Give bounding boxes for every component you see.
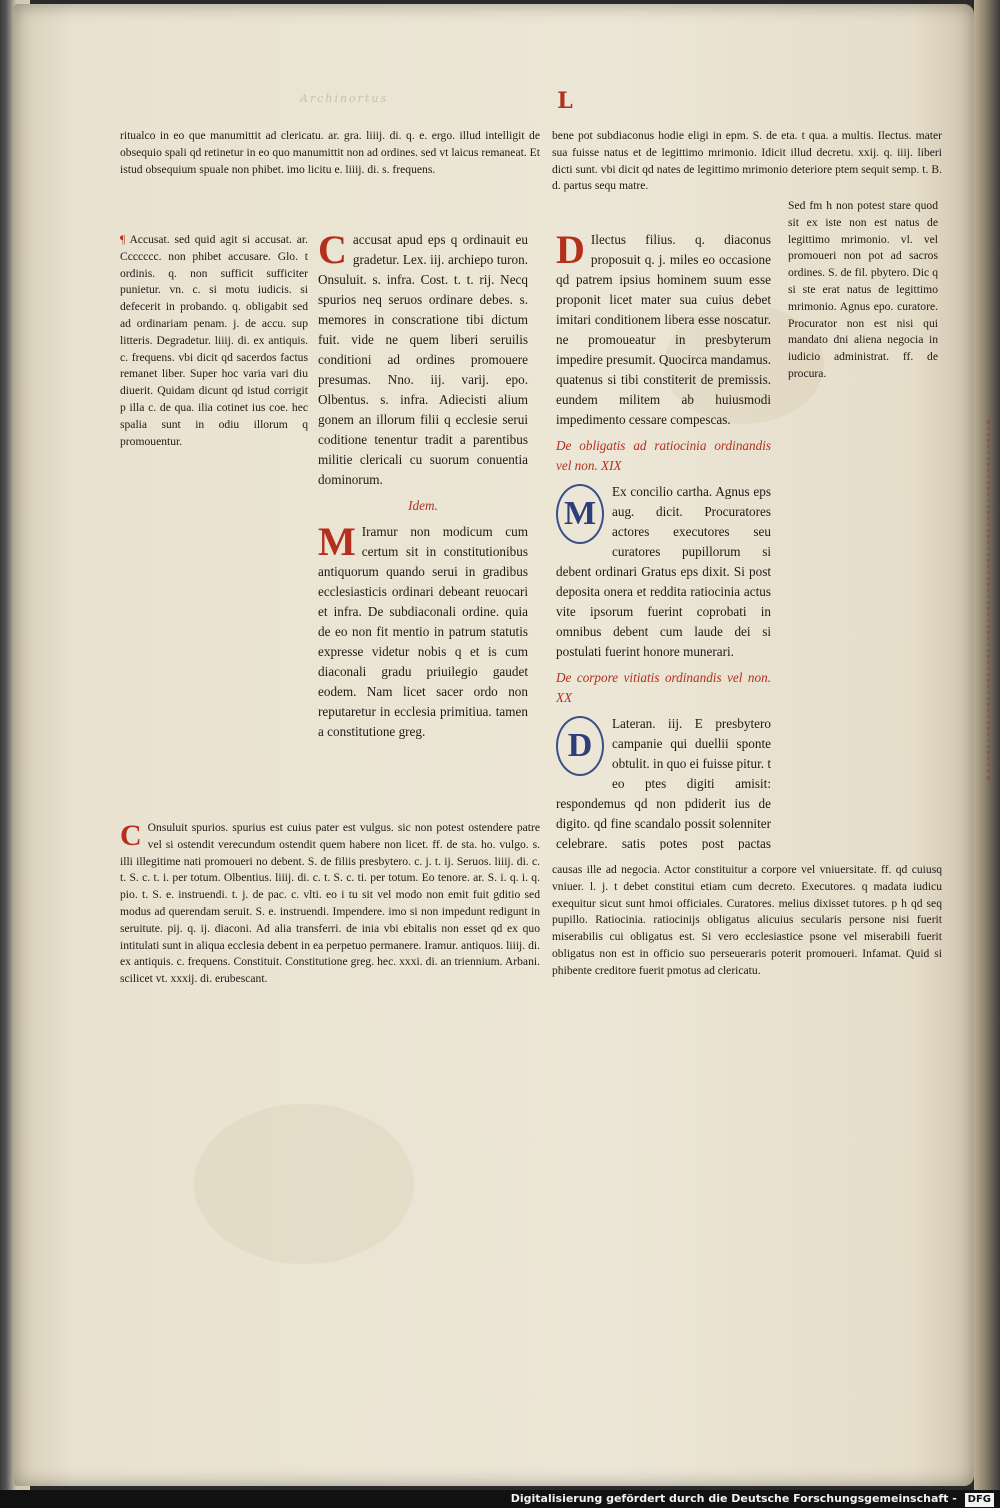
right-side-gloss — [788, 198, 938, 858]
digitization-credit-bar — [0, 1490, 1000, 1508]
blue-initial-m: M — [556, 484, 604, 544]
fore-edge-red-marks — [987, 420, 996, 780]
left-bottom-gloss-text: Onsuluit spurios. spurius est cuius pater est vulgus. sic non potest ostendere patre vel si ostendit verecundum ostendit quem habere non licet. ff. de sta. ho. vulgo. s. illi illegitime nati promoueri no debent. S. de filiis presbytero. c. j. t. ij. Seruos. liiij. di. c. t. S. c. t. i. per totum. Olbentius. liiij. di. c. t. S. c. ti. per totum. Eo tenore. ar. S. i. q. i. q. pio. t. S. e. instruendi. t. j. de pac. c. vlti. eo i tu sit vel modo non emit fuit gditio sed modus ad querendam seruit. S. e. instruendi. Impendere. imo si non impedunt redigunt in seruitute. pij. q. ij. diaconi. Ad alia transferri. de inia vbi ebitalis non esset qd ex quo intitulati sunt in aliqua ecclesia debent in ea perpetuo permanere. Iramur. antiquos. liiij. di. ex antiquis. c. frequens. Constituit. Constitutione greg. hec. xxxi. di. an triennium. Arbani. scilicet vt. xxxij. di. erubescant. — [120, 821, 540, 986]
red-initial-c-bottom: C — [120, 820, 142, 852]
right-main-text — [556, 230, 771, 850]
left-side-gloss-text: Accusat. sed quid agit si accusat. ar. Ccccccc. non phibet accusare. Glo. t ordinis. q. non sufficit sufficiter punietur. vn. c. si motu iudicis. si defecerit in probando. q. obligabit sed ad ordinariam penam. j. de accu. sup litteris. Degradetur. liiij. di. ex antiquis. c. frequens. vbi dicit qd sacerdos factus remanet liber. Super hoc varia vari diu diuerit. Quidam dicunt qd istud corrigit p illa c. de qua. ilia cotinet ius coe. hec spalia sunt in odiu illorum q promouentur. — [120, 233, 308, 448]
right-main-text-1: Ilectus filius. q. diaconus proposuit q. j. miles eo occasione qd patrem ipsius hominem suum esse proponit licet mater sua cuius debet imitari conditionem libera esse noscatur. ne promoueatur in presbyterum impedire presumit. Quocirca mandamus. quatenus si tibi constiterit de premissis. eundem militem ab huiusmodi impedimento cessare compescas. — [556, 232, 771, 427]
left-main-text-1: accusat apud eps q ordinauit eu gradetur. Lex. iij. archiepo turon. Onsuluit. s. infra. Cost. t. t. rij. Necq spurios neq seruos ordinare debes. s. memores in conscratione tibi dictum fuit. vide ne quem liberi seruilis conditioni ad ordines promouere presumas. Nno. iij. varij. epo. Olbentus. s. infra. Adiecisti alium gonem an illorum filii q ecclesie serui coditione tenentur tradit a parentibus militie clericali cu suorum conuentia dominorum. — [318, 232, 528, 487]
left-main-text — [318, 230, 528, 810]
faint-running-header: Archinortus — [300, 92, 389, 105]
left-main-para-1 — [318, 230, 528, 490]
blue-initial-d: D — [556, 716, 604, 776]
red-initial-d: D — [556, 230, 585, 272]
right-main-para-3 — [556, 714, 771, 850]
gloss-rubric-mark: ¶ — [120, 233, 130, 246]
right-top-gloss-text: bene pot subdiaconus hodie eligi in epm. S. de eta. t qua. a multis. Ilectus. mater sua fuisse natus et de legittimo mrimonio. Idicit illud decretu. xxij. q. iiij. liberi dicti sunt. vbi dicit qd nates de legittimo mrimonio deteriore ptem sequit semp. t. B. d. partus sequ matre. — [552, 129, 942, 193]
credit-text: Digitalisierung gefördert durch die Deutsche Forschungsgemeinschaft - — [510, 1492, 957, 1505]
right-main-text-2: Ex concilio cartha. Agnus eps aug. dicit. Procuratores actores executores seu curatores pupillorum si debent ordinari Gratus eps dixit. Si post deposita onera et reddita ratiocinia actus vite ipsorum fuerint coprobati in omnibus debent cum laude dei si postulati fuerint honore munerari. — [556, 484, 771, 659]
left-main-para-2 — [318, 519, 528, 742]
left-item-idem: Idem. — [408, 498, 438, 513]
right-main-para-1 — [556, 230, 771, 430]
left-top-gloss-text: ritualco in eo que manumittit ad clericatu. ar. gra. liiij. di. q. e. ergo. illud intelligit de obsequio spali qd retinetur in eo quo manumittit non ad ordines. sed vt laicus remaneat. Et istud obsequium spuale non phibet. imo licitu e. liiij. di. s. frequens. — [120, 129, 540, 176]
right-bottom-gloss — [552, 862, 942, 1362]
red-initial-m: M — [318, 519, 356, 564]
left-bottom-gloss — [120, 820, 540, 1360]
right-side-gloss-text: Sed fm h non potest stare quod sit ex iste non est natus de legittimo mrimonio. vl. vel promoueri non pot ad sacros ordines. S. de fil. pbytero. Dic q si ste erat natus de legittimo mrimonio. Agnus epo. curatore. Procurator non est nisi qui mandato dni aliena negocia in iudicio administrat. ff. de procura. — [788, 199, 938, 380]
right-bottom-gloss-text: causas ille ad negocia. Actor constituitur a corpore vel vniuersitate. ff. qd cuiusq vniuer. l. j. t debet constitui etiam cum decreto. Executores. q madata iudicu exequitur sicut sunt hmoi officiales. Curatores. melius dixisset tutores. p h qd seq pupillo. Ratiocinia. ratiocinijs obligatus alicuius secularis persone nisi fuerit miserabilis cui obligatus est. Si vero ecclesiastice psone vel miserabili fuerit obligatus non est in officio suo perseueraris poterit promoueri. Infamat. Quid si phibente creditore fuerit pmotus ad clericatu. — [552, 863, 942, 977]
right-heading-xix: De obligatis ad ratiocinia ordinandis vel non. XIX — [556, 438, 771, 473]
right-heading-xx: De corpore vitiatis ordinandis vel non. XX — [556, 670, 771, 705]
left-top-gloss — [120, 128, 540, 228]
red-initial-c: C — [318, 230, 347, 272]
left-side-gloss — [120, 232, 308, 812]
right-main-para-2 — [556, 482, 771, 662]
folio-number: L — [557, 88, 573, 114]
left-main-text-2: Iramur non modicum cum certum sit in constitutionibus antiquorum quando serui in gradibus ecclesiasticis ordinari debeant reuocari et infra. De subdiaconali ordine. quia de eo non fit mentio in patrum statutis expresse videtur nobis q et is cum diaconali gradu priuilegio gaudet eodem. Nam licet sacer ordo non reputaretur in ecclesia primitiua. tamen a constitutione greg. — [318, 524, 528, 739]
dfg-logo: DFG — [965, 1493, 994, 1507]
right-main-text-3: Lateran. iij. E presbytero campanie qui duellii sponte obtulit. in quo ei fuisse pitur. t eo ptes digiti amisit: respondemus qd non pdiderit ius de digito. qd fine scandalo possit solenniter celebrare. satis potes post pactas — [556, 716, 771, 850]
